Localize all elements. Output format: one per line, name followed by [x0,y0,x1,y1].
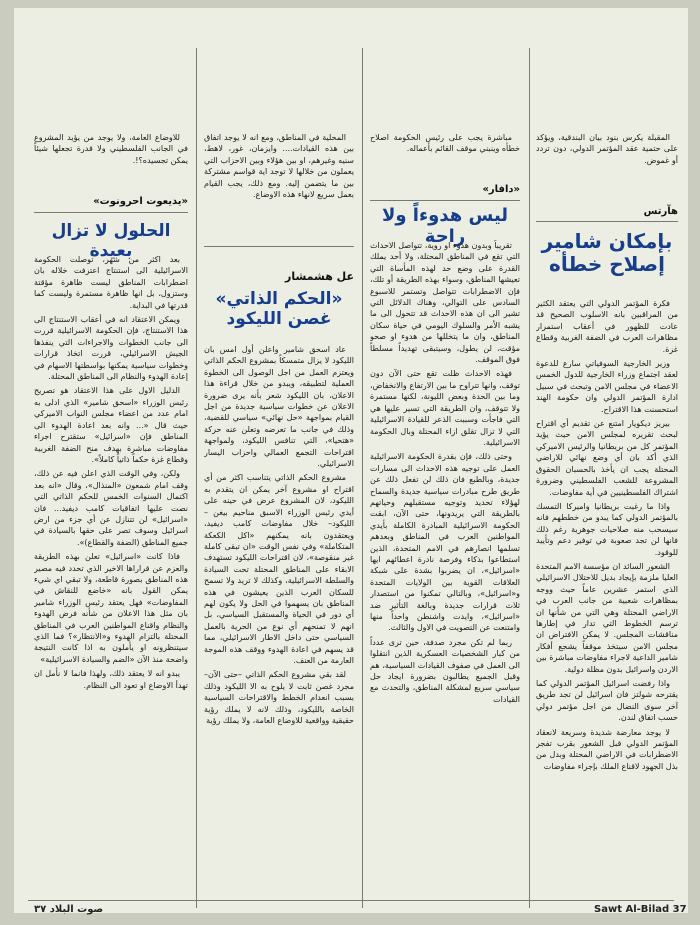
paragraph: ربما لم تكن مجرد صدفة، حين ترى عدداً من كبار الشخصيات العسكرية الذين انتقلوا الى العمل في صفوف القيادات السياسية، هم وقبل الجميع يطالبون بضرورة ايجاد حل سياسي سريع لمشكلة المناطق، والتحدث مع القيادات [370,637,520,704]
source-label: «يديعوت احرونوت» [93,196,188,207]
column-1-body [536,298,678,893]
column-2-body [370,240,520,892]
magazine-page [14,8,688,913]
paragraph: مشروع الحكم الذاتي يتناسب اكثر من أي اقتراح او مشروع آخر يمكن ان يتقدم به الليكود، لان المشروع عرض في حينه على أيدي رئيس الوزراء الاسبق مناحيم بيغن –الليكود– خلال مفاوضات كامب ديفيد، ويعتقدون بانه يمكنهم «اكل الكعكة المتكاملة» وفي نفس الوقت «ان تبقى كاملة غير منقوصة»، لان اقتراحات الليكود تستهدف الابقاء على المناطق المحتلة تحت السيادة والسلطة الاسرائيلية، وكذلك لا تريد ولا تسمح للسكان العرب الذين يعيشون في هذه المناطق بان يسهموا في الحل ولا يكون لهم أي دور في الحياة والمستقبل السياسي، بل انهم لا تمنحهم أي نوع من الحرية بالعمل السياسي حتى داخل الاطار الاسرائيلي، مما قد يسهم في اعادة الهدوء ووقف هذه الموجة العارمة من العنف. [204,473,354,665]
source-label: «دافار» [482,184,520,195]
paragraph: مباشرة يجب على رئيس الحكومة اصلاح خطأه وينبني موقف القائم بأعماله. [370,133,520,154]
column-rule [362,48,363,908]
page-number: 37 [672,904,687,915]
source-label: هآرتس [643,206,678,217]
paragraph: فهذه الاحداث ظلت تقع حتى الآن دون توقف، وانها تتراوح ما بين الارتفاع والانخفاض، وما بين الحدة وبعض الليونة، لكنها مستمرة ولا تتوقف، وان الطريقة التي تسير عليها هي التي فاجأت وسببت الذعر للقيادة الاسرائيلية التي لا تزال تقلق ازاء المحتلة وبال الحكومة الاسرائيلية. [370,369,520,447]
paragraph: تقريباً وبدون هدوء او روية، تتواصل الاحداث التي تقع في المناطق المحتلة، ولا أحد يملك القدرة على وضع حد لهذه المأساة التي تعيشها المناطق، وسواء بهذه الطريقة أو تلك، فإن الاضطرابات تتواصل وتستمر للاسبوع السادس على التوالي، وهناك الدلائل التي تشير الى ان هذه الاحداث قد تتحول الى ما يشبه الأمر والسلوك اليومي في حياة سكان المناطق، وان ما يتخللها من هدوء او صحو مؤقت، لن يطول، وسيتبقى تهديداً مسلطاً فوق الموقف. [370,241,520,365]
column-rule [196,48,197,908]
magazine-name-ar: صوت البلاد [49,904,104,915]
article-title: ليس هدوءاً ولا راحة [381,205,509,247]
column-rule [529,48,530,908]
footer-magazine-en [594,904,687,915]
author-byline: عل هشمشار [284,270,354,283]
paragraph: المحلية في المناطق، ومع انه لا يوجد اتفاق بين هذه القيادات.... وايزمان، غور، لاهط، سنيه وغيرهم، او بين هؤلاء وبين الاحزاب التي يعملون من خلالها لا توجد اية قواسم مشتركة بين ما يتضمن إليه. ومع ذلك، يجب القيام بعمل سريع لانهاء هذه الاوضاع. [204,133,354,200]
column-4-top [34,132,188,188]
paragraph: فاذا كانت «اسرائيل» تعلن بهذه الطريقة والعزم عن قراراها الاخير الذي تحدد فيه مصير هذه المناطق بصورة قاطعة، ولا تبقي اي شيء يمكن القول بانه «خاضع للنقاش في المفاوضات» فهل يعتقد رئيس الوزراء شامير بان مثل هذا الاعلان من شأنه فرض الهدوء والنظام واقناع المواطنين العرب في المناطق المحتلة بالتزام الهدوء و«الانتظار»؟ فما الذي سيتنظرونه او يأملون به اذا كانت النتيجة واضحة منذ الآن «الضم والسيادة الاسرائيلية» [34,552,188,664]
paragraph: ولكن، وفي الوقت الذي اعلن فيه عن ذلك، وقف امام شمعون «المنذال»، وقال «انه بعد اكتمال السنوات الخمس للحكم الذاتي التي نصت عليها اتفاقيات كامب ديفيد... فان «اسرائيل» لن تتنازل عن أي جزء من ارض اسرائيل وسوف تصر على حقها بالسيادة في جميع المناطق (الضفة والقطاع)». [34,469,188,547]
footer-rule [28,900,674,901]
paragraph: يبدو انه لا يعتقد ذلك، ولهذا فانما لا نأمل ان تهدأ الاوضاع او تعود الى النظام. [34,669,188,690]
paragraph: وزير الخارجية السوفياتي سارع للدعوة لعقد اجتماع وزراء الخارجية للدول الخمس الاعضاء في مجلس الامن وتبحث في سبيل ادارة المؤتمر الدولي وان حكومة الهند استحسنت هذا الاقتراح. [536,359,678,414]
paragraph: الدليل الاول على هذا الاعتقاد هو تصريح رئيس الوزراء «اسحق شامير» الذي ادلى به امام عدد من اعضاء مجلس النواب الاميركي حيث قال «... وانه بعد اعادة الهدوء الى المناطق فإن «اسرائيل» ستقترح اجراء مفاوضات مباشرة بهدف منح الضفة الغربية وقطاع غزة حكماً ذاتياً كاملاً». [34,386,188,464]
column-2-top [370,132,520,178]
page-number-ar: ٣٧ [34,904,47,915]
article-title: بإمكان شامير إصلاح خطأه [541,229,673,276]
article-title: «الحكم الذاتي» غصن الليكود [215,289,343,329]
column-3-top [204,132,354,242]
paragraph: لقد بقي مشروع الحكم الذاتي –حتى الآن– مجرد غصن ثابت لا يلوح به الا الليكود وذلك بسبب انعدام الخطط والاقتراحات السياسية الخاصة بالليكود، وذلك لانه لا يملك رؤية حقيقية وواقعية للاوضاع العامة، ولا يملك رؤية [204,670,354,725]
paragraph: بيريز ديكويار امتنع عن تقديم أي اقتراح لبحث تقريره لمجلس الامن حيث يؤيد المؤتمر كل من بريطانيا والرئيس الاميركي الذي أكد بان أي وضع نهائي للاراضي المحتلة يجب ان يأخذ بالحسبان الحقوق المشروعة للشعب الفلسطيني وضرورة اشتراك الفلسطينيين في أية مفاوضات. [536,419,678,497]
paragraph: المقبلة يكرس بنود بيان البندقية، ويؤكد على حتمية عقد المؤتمر الدولي، دون تردد أو غموض. [536,133,678,165]
article-title: الحلول لا تزال بعيدة [51,221,171,261]
column-3-body [204,344,354,892]
paragraph: بعد اكثر من شهر، توصلت الحكومة الاسرائيلية الى استنتاج اعترفت خلاله بان اضطرابات المناطق ليست ظاهرة مؤقتة وستزول، بل انها ظاهرة مستمرة وليست كما قدرتها في البداية. [34,255,188,310]
paragraph: عاد اسحق شامير واعلن أول امس بان الليكود لا يزال متمسكاً بمشروع الحكم الذاتي ويعتزم العمل من اجل الوصول الى الخطوة العملية لتطبيقه، ويبدو من خلال قراءة هذا الاعلان، بان الليكود شعر بأنه يرى ضرورة الاعلان عن خطوات سياسية جديدة من اجل القيام بمواجهة «حل نهائي» سياسي للقضية، وذلك في جانب ما تعرضه وتعلن عنه حركة «هتحيا»، التي تنافس الليكود، ولمواجهة اقتراحات التجمع العمالي واحزاب اليسار الاسرائيلي. [204,345,354,469]
paragraph: واذا رفضت اسرائيل المؤتمر الدولي كما يقترحه شولتز فان اسرائيل لن تجد طريق آخر سوى النضال من اجل مؤتمر دولي حسب اتفاق لندن. [536,679,678,723]
paragraph: للاوضاع العامة، ولا يوجد من يؤيد المشروع في الجانب الفلسطيني ولا قدرة تجعلها شيئاً يمكن تجسيده؟!. [34,133,188,165]
title-rule [34,212,188,213]
column-4-body [34,254,188,892]
footer-magazine-ar [34,904,103,915]
paragraph: وحتى ذلك، فإن بقدرة الحكومة الاسرائيلية العمل على توجيه هذه الاحداث الى مسارات جديدة، وبالطبع فان ذلك لن تفعل ذلك عن طريق طرح مبادرات سياسية جديدة والسماح لهؤلاء تحديد وتوجيه مستقبلهم وحياتهم بالطريقة التي يريدونها، حتى الآن، ابقت الحكومة الاسرائيلية المبادرة الكاملة بأيدي المواطنين العرب في المناطق وبعدهم تسلمها انصارهم في الامم المتحدة، الذين استطاعوا بذكاء وفرصة نادرة اعطائهم ايها «اسرائيل»، ان يضربوا بشدة على شبكة العلاقات القوية بين الولايات المتحدة و«اسرائيل»، وبالتالي تمكنوا من استصدار ثلاث قرارات جديدة وبالغة التأثير ضد «اسرائيل»، وايدت واشنطن واحداً منها وامتنعت عن التصويت في الاول والثالث. [370,452,520,633]
column-1-top [536,132,678,202]
paragraph: ويمكن الاعتقاد انه في أعقاب الاستنتاج الى هذا الاستنتاج، فإن الحكومة الاسرائيلية قررت الى جانب الخطوات والاجراءات التي ينفذها الجيش الاسرائيلي، قررت اتخاذ قرارات وخطوات سياسية يمكنها بواسطتها الاسهام في إعادة الهدوء والنظام الى المناطق المحتلة. [34,315,188,382]
title-rule [204,246,354,247]
paragraph: الشعور السائد ان مؤسسة الامم المتحدة العليا ملزمة بإيجاد بديل للاحتلال الاسرائيلي الذي استمر عشرين عاماً حيث ووجه بمظاهرات شعبية من جانب العرب في الاراضي المحتلة وهي التي من شأنها ان ترسم الخطوط التي تدار في إطارها مناقشات المجلس. لا يمكن الافتراض ان مجلس الامن سيتخذ موقفاً يشجع أفكار شامير الداعية لاجراء مفاوضات مباشرة بين الاردن واسرائيل بدون مظلة دولية. [536,561,678,674]
paragraph: فكرة المؤتمر الدولي التي يعتقد الكثير من المراقبين بانه الاسلوب الصحيح قد عادت للظهور في أعقاب استمرار مظاهرات العرب في الضفة الغربية وقطاع غزة. [536,299,678,354]
paragraph: لا يوجد معارضة شديدة وسريعة لانعقاد المؤتمر الدولي قبل الشعور بقرب تفجر الاضطرابات في الاراضي المحتلة وبدل من بذل الجهود لاقناع الملك بإجراء مفاوضات [536,727,678,771]
title-rule [536,221,678,222]
magazine-name-en: Sawt Al-Bilad [594,904,670,915]
paragraph: واذا ما رغبت بريطانيا واميركا التمسك بالمؤتمر الدولي كما يبدو من خططهم فانه سيسحب منه صلاحيات جوهرية رغم ذلك فانها لن تجد صعوبة في توفير دعم وتأييد للوقود. [536,501,678,557]
title-rule [370,200,520,201]
